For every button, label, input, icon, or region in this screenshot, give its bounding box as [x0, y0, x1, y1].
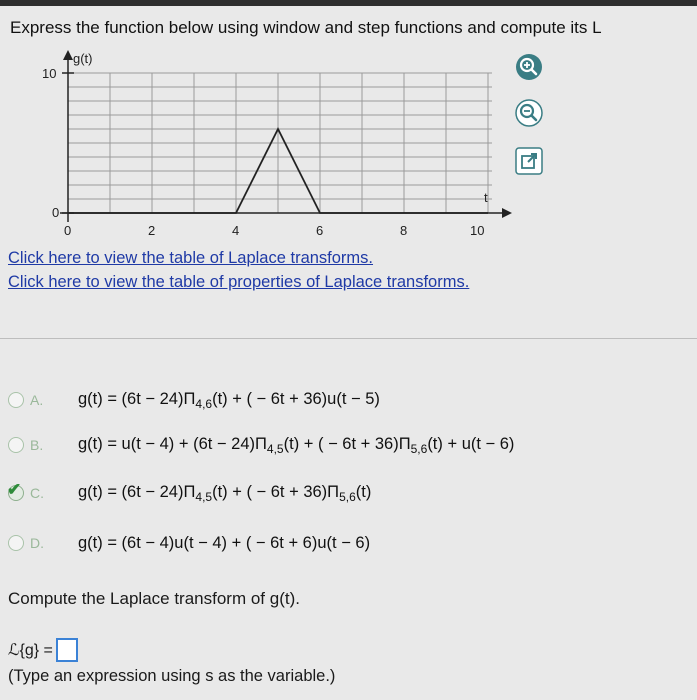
section-divider	[0, 338, 697, 339]
answer-hint: (Type an expression using s as the variable.)	[8, 667, 336, 685]
option-a-formula: $g(t) = (6t - 24)\Pi_{4,6}(t)$ + ( − 6t + 36)u(t − 5)	[78, 389, 380, 411]
y-tick-label-10: 10	[42, 66, 57, 81]
option-a-letter: A.	[30, 392, 44, 408]
external-link-icon	[515, 147, 543, 175]
x-tick-label-4: 4	[232, 223, 240, 238]
x-tick-label-6: 6	[316, 223, 324, 238]
x-axis-arrow	[502, 208, 512, 218]
y-axis-label: g(t)	[73, 51, 93, 66]
option-c-letter: C.	[30, 485, 44, 501]
option-a-radio[interactable]	[8, 392, 24, 408]
option-b[interactable]	[8, 430, 688, 460]
option-c[interactable]	[8, 478, 688, 508]
x-tick-label-8: 8	[400, 223, 408, 238]
option-c-formula: $g(t) = (6t - 24)\Pi_{4,5}(t)$ + ( − $6t + 36)\Pi_{5,6}(t)$	[78, 482, 372, 504]
answer-input[interactable]	[56, 638, 78, 662]
zoom-out-icon	[515, 99, 543, 127]
option-a[interactable]	[8, 385, 688, 415]
option-b-formula: $g(t) = u(t - 4) + (6t - 24)\Pi_{4,5}(t)$ + ( − $6t + 36)\Pi_{5,6}(t) + u(t - 6)$	[78, 434, 515, 456]
answer-label: ℒ{g} =	[8, 642, 53, 659]
laplace-properties-link[interactable]: Click here to view the table of properties of Laplace transforms.	[8, 273, 470, 291]
option-d[interactable]	[8, 528, 688, 558]
x-tick-label-2: 2	[148, 223, 156, 238]
answer-row	[8, 638, 78, 662]
zoom-in-icon	[515, 53, 543, 81]
option-d-radio[interactable]	[8, 535, 24, 551]
popout-button[interactable]	[514, 146, 544, 176]
function-graph	[0, 0, 697, 260]
laplace-prompt: Compute the Laplace transform of g(t).	[8, 589, 300, 608]
checkmark-icon: ✔	[7, 480, 22, 499]
option-b-letter: B.	[30, 437, 44, 453]
question-text: Express the function below using window and step functions and compute its L	[10, 18, 602, 37]
zoom-out-button[interactable]	[514, 98, 544, 128]
option-b-radio[interactable]	[8, 437, 24, 453]
zoom-in-button[interactable]	[514, 52, 544, 82]
laplace-table-link[interactable]: Click here to view the table of Laplace transforms.	[8, 249, 374, 267]
x-tick-label-10: 10	[470, 223, 485, 238]
option-c-radio[interactable]	[7, 480, 24, 501]
option-d-formula: g(t) = (6t − 4)u(t − 4) + ( − 6t + 6)u(t − 6)	[78, 533, 371, 552]
graph-grid	[68, 73, 492, 213]
y-axis-arrow	[63, 50, 73, 60]
option-d-letter: D.	[30, 535, 44, 551]
x-tick-label-0: 0	[64, 223, 72, 238]
y-tick-label-0: 0	[52, 205, 60, 220]
x-axis-label: t	[484, 190, 488, 205]
